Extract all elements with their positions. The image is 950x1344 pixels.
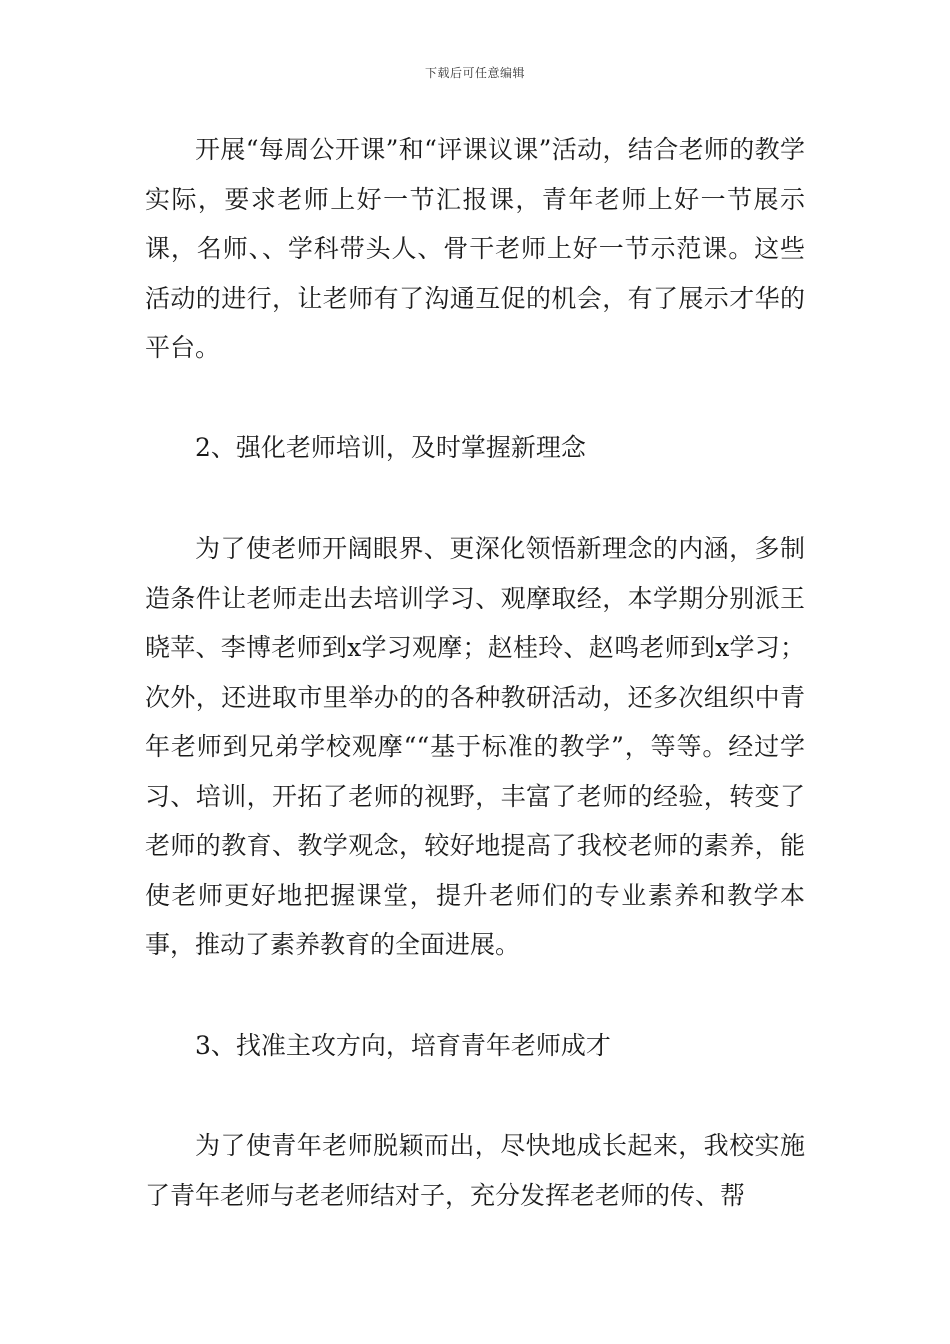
paragraph-teacher-training: 为了使老师开阔眼界、更深化领悟新理念的内涵，多制造条件让老师走出去培训学习、观摩取经，本学期分别派王晓苹、李博老师到x学习观摩；赵桂玲、赵鸣老师到x学习；次外，还进取市里举办的的各种教研活动，还多次组织中青年老师到兄弟学校观摩““基于标准的教学”，等等。经过学习、培训，开拓了老师的视野，丰富了老师的经验，转变了老师的教育、教学观念，较好地提高了我校老师的素养，能使老师更好地把握课堂，提升老师们的专业素养和教学本事，推动了素养教育的全面进展。 <box>145 534 805 959</box>
header-note: 下载后可任意编辑 <box>424 66 525 80</box>
section-heading-young-teachers: 3、找准主攻方向，培育青年老师成才 <box>195 1031 611 1060</box>
paragraph-young-teachers: 为了使青年老师脱颖而出，尽快地成长起来，我校实施了青年老师与老老师结对子，充分发挥老老师的传、帮 <box>145 1131 805 1210</box>
paragraph-open-class-activities: 开展“每周公开课”和“评课议课”活动，结合老师的教学实际，要求老师上好一节汇报课，青年老师上好一节展示课，名师、、学科带头人、骨干老师上好一节示范课。这些活动的进行，让老师有了沟通互促的机会，有了展示才华的平台。 <box>145 135 805 362</box>
section-heading-teacher-training: 2、强化老师培训，及时掌握新理念 <box>195 433 586 462</box>
